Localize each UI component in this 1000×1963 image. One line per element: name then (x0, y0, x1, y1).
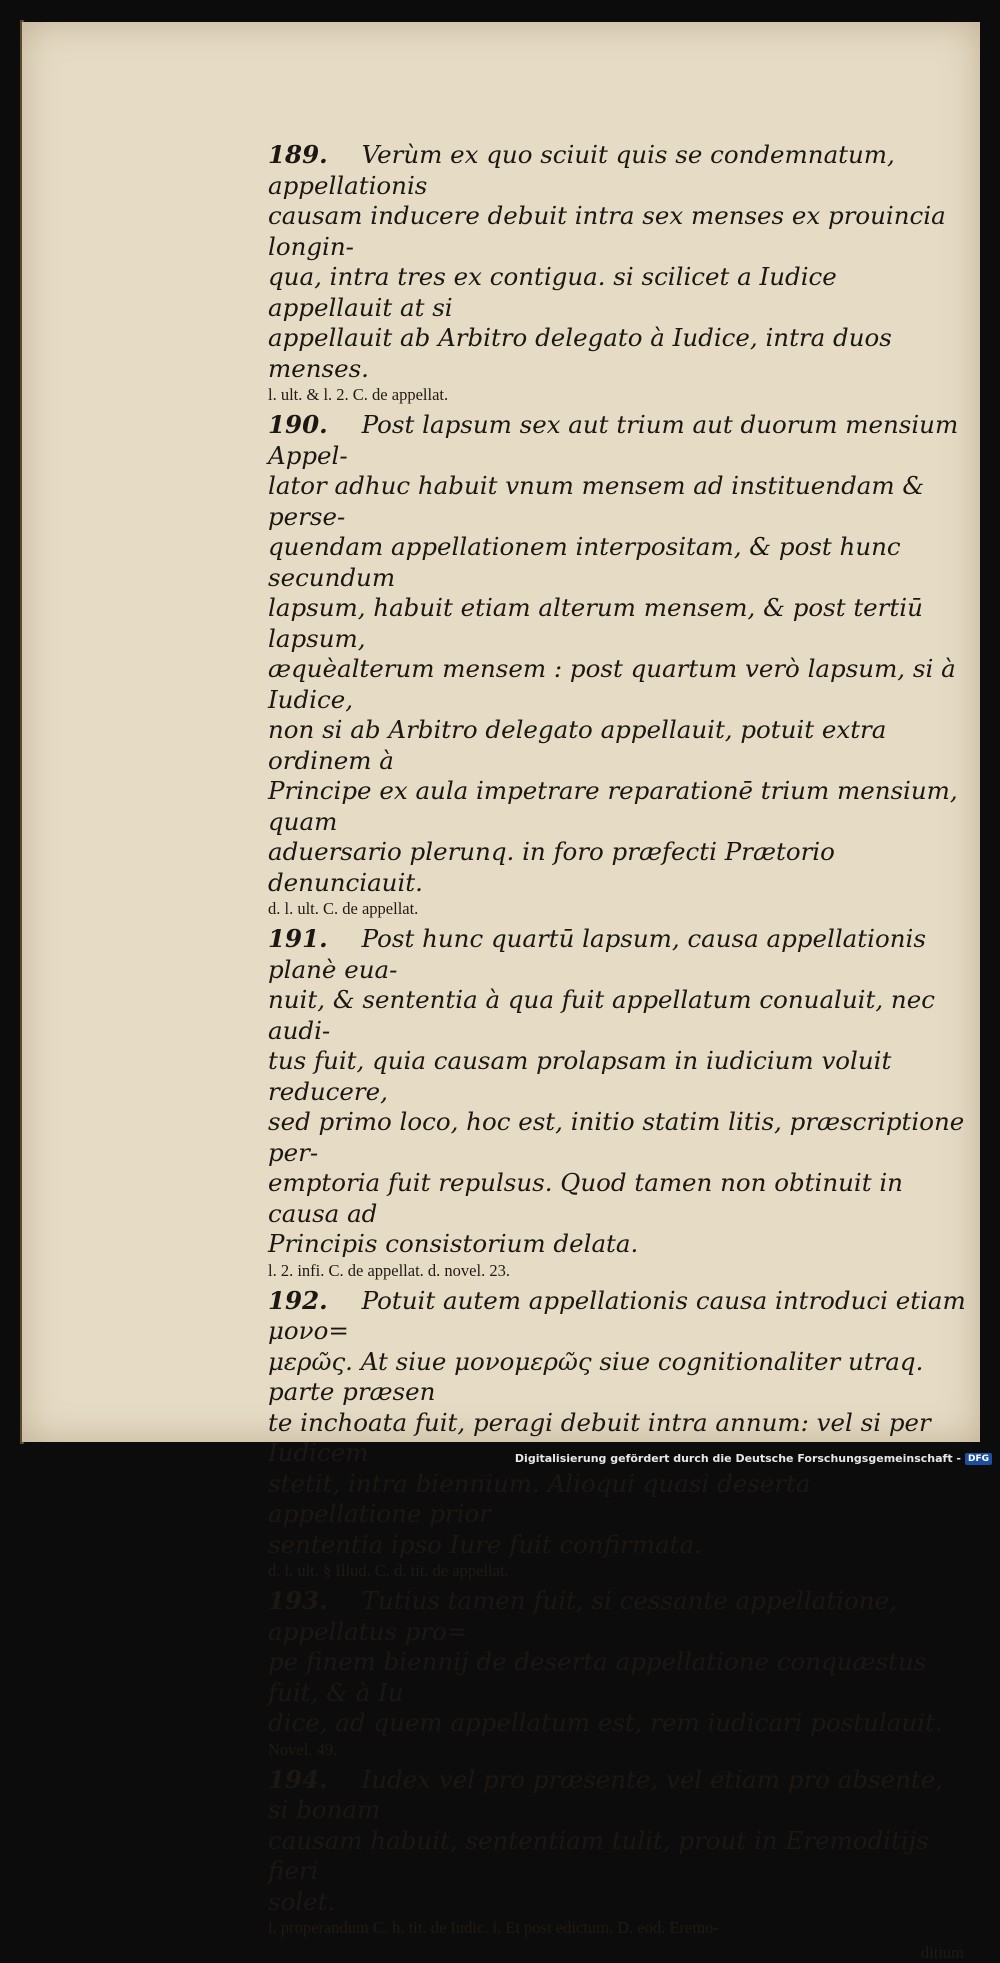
paragraph-line (268, 1286, 968, 1347)
line-text: Tutius tamen fuit, si cessante appellatione, appellatus pro= (268, 1586, 897, 1646)
paragraph-line (268, 776, 968, 837)
paragraph-line (268, 1708, 968, 1739)
line-text: æquèalterum mensem : post quartum verò lapsum, si à Iudice, (268, 654, 956, 714)
paragraph-line (268, 1168, 968, 1229)
citation: d. l. ult. C. de appellat. (268, 899, 419, 918)
citation: d. l. ult. § Illud. C. d. tit. de appellat. (268, 1561, 509, 1580)
line-text: Post lapsum sex aut trium aut duorum mensium Appel- (268, 410, 959, 470)
line-text: causam habuit, sententiam tulit, prout in Eremoditijs fieri (268, 1825, 929, 1885)
line-text: stetit, intra biennium. Alioqui quasi deserta appellatione prior (268, 1468, 811, 1528)
paragraph (268, 924, 968, 1260)
line-text: lator adhuc habuit vnum mensem ad instituendam & perse- (268, 471, 925, 531)
paragraph (268, 410, 968, 898)
paragraph (268, 1586, 968, 1739)
line-text: Iudex vel pro præsente, vel etiam pro absente, si bonam (268, 1764, 943, 1824)
footer-text: Digitalisierung gefördert durch die Deutsche Forschungsgemeinschaft - (514, 1452, 961, 1465)
line-text: appellauit ab Arbitro delegato à Iudice, intra duos menses. (268, 323, 892, 383)
paragraph-line (268, 140, 968, 201)
paragraph-line (268, 532, 968, 593)
paragraph (268, 140, 968, 384)
paragraph-line (268, 985, 968, 1046)
paragraph (268, 1286, 968, 1561)
paragraph-line (268, 1229, 968, 1260)
line-text: Principis consistorium delata. (268, 1229, 639, 1258)
line-text: lapsum, habuit etiam alterum mensem, & post tertiū lapsum, (268, 593, 923, 653)
citation: l. 2. infi. C. de appellat. d. novel. 23. (268, 1260, 510, 1280)
paragraph-line (268, 1469, 968, 1530)
paragraph-number: 189. (268, 140, 328, 169)
paragraph-line (268, 1586, 968, 1647)
line-text: causam inducere debuit intra sex menses ex prouincia longin- (268, 201, 946, 261)
line-text: non si ab Arbitro delegato appellauit, potuit extra ordinem à (268, 715, 887, 775)
line-text: quendam appellationem interpositam, & post hunc secundum (268, 532, 901, 592)
citation: Novel. 49. (268, 1739, 338, 1759)
paragraph-line (268, 1765, 968, 1826)
paragraph-number: 193. (268, 1586, 328, 1615)
line-text: qua, intra tres ex contigua. si scilicet a Iudice appellauit at si (268, 262, 837, 322)
paragraph-line (268, 1530, 968, 1561)
paragraph-line (268, 1887, 968, 1918)
line-text: sententia ipso Iure fuit confirmata. (268, 1529, 702, 1559)
citation: l. properandum C. h. tit. de Iudic. l. Et post edictum. D. eod. Eremo- (268, 1918, 719, 1937)
line-text: μερῶς. At siue μονομερῶς siue cognitionaliter utraq. parte præsen (268, 1346, 924, 1406)
paragraph-number: 190. (268, 410, 328, 439)
paragraph-line (268, 201, 968, 262)
line-text: emptoria fuit repulsus. Quod tamen non obtinuit in causa ad (268, 1168, 903, 1228)
line-text: sed primo loco, hoc est, initio statim litis, præscriptione per- (268, 1107, 965, 1167)
paragraph-line (268, 715, 968, 776)
paragraph-line (268, 323, 968, 384)
citation: l. ult. & l. 2. C. de appellat. (268, 385, 449, 404)
footer (515, 1452, 992, 1465)
line-text: nuit, & sententia à qua fuit appellatum conualuit, nec audi- (268, 985, 935, 1045)
paragraph-line (268, 924, 968, 985)
paragraph-number: 192. (268, 1285, 328, 1315)
line-text: solet. (268, 1886, 336, 1916)
line-text: aduersario plerunq. in foro præfecti Prætorio denunciauit. (268, 837, 835, 897)
line-text: Verùm ex quo sciuit quis se condemnatum, appellationis (268, 140, 895, 200)
citation-continuation: ditium (920, 1943, 964, 1962)
paragraph-line (268, 593, 968, 654)
paragraph-number: 191. (268, 924, 328, 953)
text-block (268, 140, 968, 1963)
line-text: Post hunc quartū lapsum, causa appellationis planè eua- (268, 924, 926, 984)
paragraph-line (268, 1107, 968, 1168)
line-text: te inchoata fuit, peragi debuit intra annum: vel si per Iudicem (268, 1407, 931, 1467)
paragraph-line (268, 837, 968, 898)
paragraph-line (268, 1826, 968, 1887)
paragraph-line (268, 262, 968, 323)
paragraph-line (268, 471, 968, 532)
paragraph-number: 194. (268, 1764, 328, 1794)
paragraph-line (268, 1347, 968, 1408)
paragraph-line (268, 1046, 968, 1107)
line-text: dice, ad quem appellatum est, rem iudicari postulauit. (268, 1708, 943, 1737)
paragraph (268, 1765, 968, 1918)
paragraph-line (268, 1647, 968, 1708)
line-text: Principe ex aula impetrare reparationē trium mensium, quam (268, 776, 958, 836)
line-text: tus fuit, quia causam prolapsam in iudicium voluit reducere, (268, 1046, 892, 1106)
line-text: Potuit autem appellationis causa introduci etiam μονο= (268, 1285, 966, 1345)
paragraph-line (268, 654, 968, 715)
line-text: pe finem biennij de deserta appellatione conquæstus fuit, & à Iu (268, 1647, 927, 1707)
dfg-logo: DFG (965, 1453, 992, 1465)
paragraph-line (268, 410, 968, 471)
